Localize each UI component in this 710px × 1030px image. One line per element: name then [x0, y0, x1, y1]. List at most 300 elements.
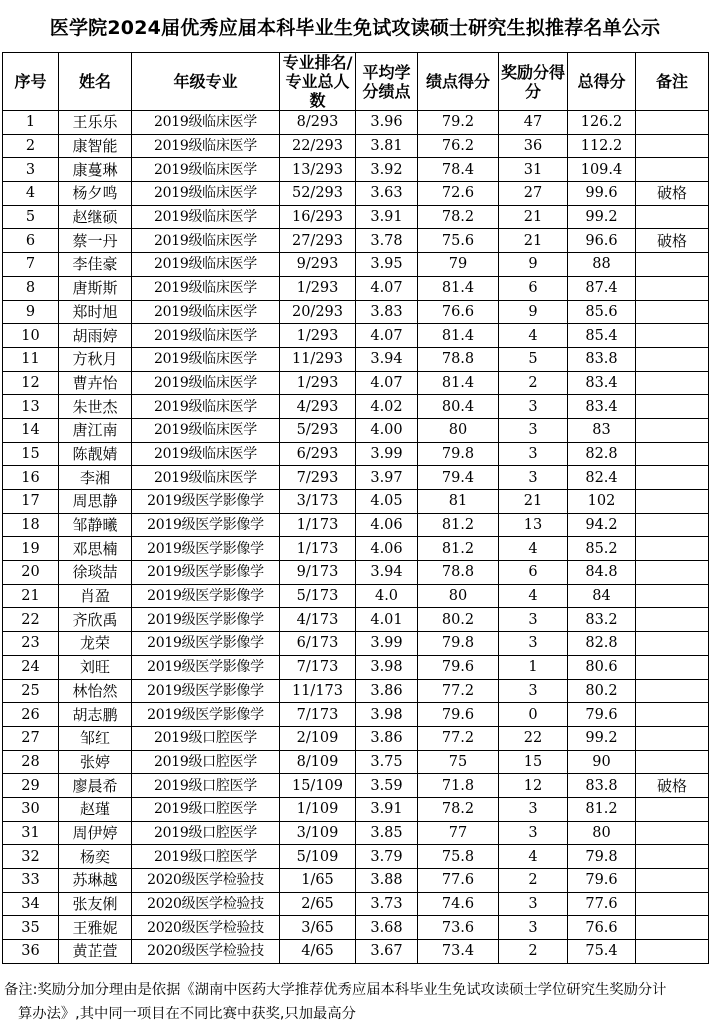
cell-major: 2019级临床医学	[132, 182, 280, 206]
footnote-line-1: 备注:奖励分加分理由是依据《湖南中医药大学推荐优秀应届本科毕业生免试攻读硕士学位研究生奖励分计	[4, 982, 667, 998]
cell-index: 20	[3, 561, 59, 585]
cell-index: 11	[3, 347, 59, 371]
cell-bonus: 13	[499, 513, 568, 537]
cell-gpa: 3.99	[356, 442, 418, 466]
cell-gpa: 3.88	[356, 869, 418, 893]
cell-note	[636, 655, 709, 679]
cell-name: 廖晨希	[59, 774, 132, 798]
cell-note	[636, 679, 709, 703]
cell-note	[636, 845, 709, 869]
cell-rank: 2/65	[280, 892, 356, 916]
cell-note	[636, 490, 709, 514]
col-header-note: 备注	[636, 53, 709, 111]
cell-gpa: 3.91	[356, 797, 418, 821]
cell-total: 99.2	[568, 726, 636, 750]
cell-name: 赵继硕	[59, 205, 132, 229]
cell-index: 12	[3, 371, 59, 395]
cell-gpa-score: 79.8	[418, 632, 499, 656]
cell-total: 99.6	[568, 182, 636, 206]
cell-gpa: 3.98	[356, 655, 418, 679]
table-row	[3, 679, 709, 703]
cell-rank: 15/109	[280, 774, 356, 798]
table-row	[3, 821, 709, 845]
table-row	[3, 395, 709, 419]
table-row	[3, 347, 709, 371]
cell-major: 2019级口腔医学	[132, 726, 280, 750]
cell-gpa-score: 79.6	[418, 655, 499, 679]
table-row	[3, 229, 709, 253]
col-header-major: 年级专业	[132, 53, 280, 111]
cell-index: 16	[3, 466, 59, 490]
cell-bonus: 4	[499, 584, 568, 608]
cell-gpa-score: 80	[418, 418, 499, 442]
table-row	[3, 916, 709, 940]
cell-name: 徐琰喆	[59, 561, 132, 585]
cell-bonus: 4	[499, 324, 568, 348]
cell-major: 2019级临床医学	[132, 134, 280, 158]
candidate-table	[2, 52, 709, 964]
table-row	[3, 300, 709, 324]
cell-gpa-score: 75	[418, 750, 499, 774]
cell-gpa: 3.98	[356, 703, 418, 727]
cell-major: 2019级医学影像学	[132, 608, 280, 632]
cell-major: 2019级临床医学	[132, 466, 280, 490]
cell-rank: 5/293	[280, 418, 356, 442]
cell-index: 31	[3, 821, 59, 845]
cell-bonus: 9	[499, 253, 568, 277]
cell-gpa: 3.99	[356, 632, 418, 656]
cell-name: 周伊婷	[59, 821, 132, 845]
cell-bonus: 3	[499, 916, 568, 940]
table-row	[3, 726, 709, 750]
cell-index: 10	[3, 324, 59, 348]
cell-index: 24	[3, 655, 59, 679]
cell-rank: 1/65	[280, 869, 356, 893]
cell-gpa-score: 78.4	[418, 158, 499, 182]
cell-major: 2019级口腔医学	[132, 821, 280, 845]
col-header-name: 姓名	[59, 53, 132, 111]
cell-note	[636, 253, 709, 277]
cell-total: 85.4	[568, 324, 636, 348]
cell-rank: 5/109	[280, 845, 356, 869]
table-row	[3, 371, 709, 395]
cell-rank: 52/293	[280, 182, 356, 206]
cell-bonus: 31	[499, 158, 568, 182]
cell-index: 3	[3, 158, 59, 182]
cell-rank: 1/173	[280, 537, 356, 561]
cell-name: 王乐乐	[59, 111, 132, 135]
table-row	[3, 869, 709, 893]
cell-gpa-score: 73.4	[418, 940, 499, 964]
cell-total: 99.2	[568, 205, 636, 229]
cell-bonus: 3	[499, 608, 568, 632]
cell-index: 19	[3, 537, 59, 561]
cell-total: 80	[568, 821, 636, 845]
table-row	[3, 442, 709, 466]
cell-rank: 16/293	[280, 205, 356, 229]
cell-gpa-score: 81.4	[418, 324, 499, 348]
table-row	[3, 111, 709, 135]
cell-total: 83.8	[568, 347, 636, 371]
cell-note: 破格	[636, 774, 709, 798]
cell-note	[636, 371, 709, 395]
cell-index: 35	[3, 916, 59, 940]
cell-bonus: 2	[499, 371, 568, 395]
cell-index: 2	[3, 134, 59, 158]
cell-total: 112.2	[568, 134, 636, 158]
cell-gpa: 4.05	[356, 490, 418, 514]
cell-gpa: 3.92	[356, 158, 418, 182]
cell-rank: 2/109	[280, 726, 356, 750]
cell-rank: 1/109	[280, 797, 356, 821]
page-title: 医学院2024届优秀应届本科毕业生免试攻读硕士研究生拟推荐名单公示	[49, 17, 661, 39]
cell-total: 90	[568, 750, 636, 774]
cell-rank: 1/173	[280, 513, 356, 537]
cell-gpa-score: 80	[418, 584, 499, 608]
table-row	[3, 418, 709, 442]
cell-gpa: 3.94	[356, 561, 418, 585]
table-row	[3, 940, 709, 964]
cell-major: 2019级医学影像学	[132, 584, 280, 608]
cell-gpa-score: 77.2	[418, 726, 499, 750]
table-row	[3, 513, 709, 537]
cell-bonus: 36	[499, 134, 568, 158]
cell-gpa: 3.83	[356, 300, 418, 324]
cell-gpa: 3.73	[356, 892, 418, 916]
cell-total: 126.2	[568, 111, 636, 135]
cell-index: 5	[3, 205, 59, 229]
cell-total: 109.4	[568, 158, 636, 182]
cell-note	[636, 347, 709, 371]
cell-gpa: 4.07	[356, 371, 418, 395]
cell-bonus: 21	[499, 490, 568, 514]
cell-major: 2019级临床医学	[132, 253, 280, 277]
cell-major: 2019级医学影像学	[132, 537, 280, 561]
table-row	[3, 774, 709, 798]
col-header-index: 序号	[3, 53, 59, 111]
cell-gpa-score: 80.4	[418, 395, 499, 419]
cell-bonus: 3	[499, 418, 568, 442]
cell-name: 林怡然	[59, 679, 132, 703]
cell-index: 18	[3, 513, 59, 537]
cell-rank: 9/173	[280, 561, 356, 585]
cell-name: 朱世杰	[59, 395, 132, 419]
cell-total: 83.4	[568, 371, 636, 395]
cell-note	[636, 561, 709, 585]
cell-name: 胡志鹏	[59, 703, 132, 727]
cell-gpa-score: 78.2	[418, 205, 499, 229]
cell-name: 邹静曦	[59, 513, 132, 537]
cell-name: 康蔓琳	[59, 158, 132, 182]
cell-total: 84	[568, 584, 636, 608]
cell-major: 2020级医学检验技	[132, 892, 280, 916]
cell-index: 26	[3, 703, 59, 727]
cell-gpa: 4.06	[356, 537, 418, 561]
cell-index: 1	[3, 111, 59, 135]
cell-name: 苏琳越	[59, 869, 132, 893]
cell-name: 康智能	[59, 134, 132, 158]
cell-total: 87.4	[568, 276, 636, 300]
cell-rank: 27/293	[280, 229, 356, 253]
cell-name: 肖盈	[59, 584, 132, 608]
cell-major: 2019级临床医学	[132, 276, 280, 300]
cell-rank: 22/293	[280, 134, 356, 158]
cell-index: 33	[3, 869, 59, 893]
cell-gpa-score: 81	[418, 490, 499, 514]
cell-name: 李湘	[59, 466, 132, 490]
cell-gpa: 4.02	[356, 395, 418, 419]
cell-bonus: 15	[499, 750, 568, 774]
cell-major: 2019级临床医学	[132, 371, 280, 395]
cell-note	[636, 703, 709, 727]
cell-gpa-score: 79	[418, 253, 499, 277]
col-header-gpa-score: 绩点得分	[418, 53, 499, 111]
cell-total: 80.2	[568, 679, 636, 703]
cell-bonus: 21	[499, 229, 568, 253]
cell-rank: 1/293	[280, 324, 356, 348]
cell-name: 邹红	[59, 726, 132, 750]
cell-note	[636, 442, 709, 466]
cell-gpa-score: 81.2	[418, 537, 499, 561]
cell-rank: 20/293	[280, 300, 356, 324]
cell-gpa-score: 79.6	[418, 703, 499, 727]
cell-total: 80.6	[568, 655, 636, 679]
cell-major: 2019级医学影像学	[132, 679, 280, 703]
table-row	[3, 750, 709, 774]
cell-index: 25	[3, 679, 59, 703]
cell-major: 2019级临床医学	[132, 395, 280, 419]
cell-total: 77.6	[568, 892, 636, 916]
cell-name: 曹卉怡	[59, 371, 132, 395]
cell-bonus: 9	[499, 300, 568, 324]
cell-name: 赵瑾	[59, 797, 132, 821]
table-row	[3, 561, 709, 585]
col-header-bonus: 奖励分得分	[499, 53, 568, 111]
cell-index: 22	[3, 608, 59, 632]
cell-major: 2020级医学检验技	[132, 940, 280, 964]
cell-total: 88	[568, 253, 636, 277]
cell-total: 79.8	[568, 845, 636, 869]
cell-note	[636, 821, 709, 845]
cell-total: 84.8	[568, 561, 636, 585]
header-row	[3, 53, 709, 111]
cell-bonus: 4	[499, 537, 568, 561]
table-row	[3, 324, 709, 348]
table-row	[3, 797, 709, 821]
cell-total: 79.6	[568, 869, 636, 893]
cell-gpa: 3.59	[356, 774, 418, 798]
cell-major: 2019级医学影像学	[132, 513, 280, 537]
cell-gpa: 4.07	[356, 324, 418, 348]
cell-major: 2019级临床医学	[132, 158, 280, 182]
cell-name: 唐江南	[59, 418, 132, 442]
cell-rank: 1/293	[280, 371, 356, 395]
cell-total: 102	[568, 490, 636, 514]
table-row	[3, 703, 709, 727]
cell-bonus: 2	[499, 940, 568, 964]
cell-gpa: 3.95	[356, 253, 418, 277]
cell-major: 2019级临床医学	[132, 442, 280, 466]
cell-note	[636, 584, 709, 608]
cell-index: 6	[3, 229, 59, 253]
cell-gpa-score: 77.2	[418, 679, 499, 703]
cell-index: 8	[3, 276, 59, 300]
cell-bonus: 21	[499, 205, 568, 229]
cell-gpa-score: 73.6	[418, 916, 499, 940]
cell-total: 82.8	[568, 632, 636, 656]
cell-note	[636, 750, 709, 774]
cell-name: 周思静	[59, 490, 132, 514]
cell-note: 破格	[636, 182, 709, 206]
cell-name: 陈靓婧	[59, 442, 132, 466]
cell-gpa-score: 75.8	[418, 845, 499, 869]
cell-note	[636, 205, 709, 229]
cell-name: 胡雨婷	[59, 324, 132, 348]
cell-name: 方秋月	[59, 347, 132, 371]
col-header-total: 总得分	[568, 53, 636, 111]
cell-major: 2019级医学影像学	[132, 490, 280, 514]
table-body	[3, 111, 709, 964]
cell-total: 81.2	[568, 797, 636, 821]
cell-major: 2019级临床医学	[132, 111, 280, 135]
cell-major: 2019级临床医学	[132, 324, 280, 348]
cell-gpa: 4.07	[356, 276, 418, 300]
cell-index: 14	[3, 418, 59, 442]
cell-bonus: 3	[499, 442, 568, 466]
cell-gpa: 3.68	[356, 916, 418, 940]
footnote	[4, 978, 704, 1026]
cell-gpa-score: 81.4	[418, 371, 499, 395]
cell-gpa-score: 81.4	[418, 276, 499, 300]
cell-rank: 3/65	[280, 916, 356, 940]
cell-note	[636, 916, 709, 940]
cell-name: 龙荣	[59, 632, 132, 656]
cell-bonus: 3	[499, 395, 568, 419]
cell-gpa-score: 77	[418, 821, 499, 845]
cell-note	[636, 869, 709, 893]
footnote-line-2: 算办法》,其中同一项目在不同比赛中获奖,只加最高分	[18, 1006, 356, 1022]
cell-bonus: 5	[499, 347, 568, 371]
cell-major: 2019级医学影像学	[132, 703, 280, 727]
cell-major: 2019级临床医学	[132, 229, 280, 253]
cell-note	[636, 466, 709, 490]
cell-index: 4	[3, 182, 59, 206]
cell-total: 83.8	[568, 774, 636, 798]
cell-bonus: 0	[499, 703, 568, 727]
cell-gpa-score: 78.8	[418, 561, 499, 585]
cell-rank: 8/293	[280, 111, 356, 135]
cell-index: 30	[3, 797, 59, 821]
cell-gpa-score: 78.8	[418, 347, 499, 371]
cell-index: 27	[3, 726, 59, 750]
table-row	[3, 632, 709, 656]
cell-note	[636, 537, 709, 561]
cell-gpa-score: 78.2	[418, 797, 499, 821]
cell-major: 2019级口腔医学	[132, 774, 280, 798]
cell-major: 2019级口腔医学	[132, 750, 280, 774]
cell-rank: 4/293	[280, 395, 356, 419]
cell-name: 蔡一丹	[59, 229, 132, 253]
cell-rank: 1/293	[280, 276, 356, 300]
cell-rank: 6/173	[280, 632, 356, 656]
table-row	[3, 608, 709, 632]
cell-bonus: 22	[499, 726, 568, 750]
cell-rank: 3/173	[280, 490, 356, 514]
cell-name: 邓思楠	[59, 537, 132, 561]
cell-rank: 11/293	[280, 347, 356, 371]
cell-gpa: 4.0	[356, 584, 418, 608]
cell-name: 张婷	[59, 750, 132, 774]
cell-name: 黄芷萱	[59, 940, 132, 964]
cell-bonus: 3	[499, 679, 568, 703]
cell-total: 85.2	[568, 537, 636, 561]
cell-index: 15	[3, 442, 59, 466]
cell-rank: 3/109	[280, 821, 356, 845]
cell-rank: 5/173	[280, 584, 356, 608]
cell-index: 29	[3, 774, 59, 798]
cell-note	[636, 513, 709, 537]
cell-gpa-score: 77.6	[418, 869, 499, 893]
cell-name: 齐欣禹	[59, 608, 132, 632]
cell-note	[636, 797, 709, 821]
table-row	[3, 158, 709, 182]
cell-rank: 11/173	[280, 679, 356, 703]
cell-gpa-score: 76.6	[418, 300, 499, 324]
cell-gpa-score: 79.2	[418, 111, 499, 135]
cell-major: 2019级医学影像学	[132, 632, 280, 656]
cell-gpa: 3.97	[356, 466, 418, 490]
cell-gpa: 4.06	[356, 513, 418, 537]
cell-rank: 7/173	[280, 655, 356, 679]
cell-bonus: 3	[499, 632, 568, 656]
cell-gpa-score: 81.2	[418, 513, 499, 537]
cell-bonus: 27	[499, 182, 568, 206]
cell-gpa: 3.67	[356, 940, 418, 964]
cell-total: 82.8	[568, 442, 636, 466]
cell-gpa-score: 75.6	[418, 229, 499, 253]
table-row	[3, 134, 709, 158]
cell-note	[636, 276, 709, 300]
table-row	[3, 845, 709, 869]
cell-gpa-score: 74.6	[418, 892, 499, 916]
cell-note	[636, 395, 709, 419]
cell-gpa: 3.78	[356, 229, 418, 253]
col-header-rank: 专业排名/专业总人数	[280, 53, 356, 111]
cell-major: 2019级临床医学	[132, 300, 280, 324]
cell-index: 28	[3, 750, 59, 774]
cell-gpa-score: 76.2	[418, 134, 499, 158]
cell-index: 21	[3, 584, 59, 608]
cell-total: 82.4	[568, 466, 636, 490]
cell-index: 17	[3, 490, 59, 514]
cell-note	[636, 300, 709, 324]
cell-total: 79.6	[568, 703, 636, 727]
cell-gpa: 3.96	[356, 111, 418, 135]
cell-name: 杨奕	[59, 845, 132, 869]
cell-name: 王雅妮	[59, 916, 132, 940]
cell-bonus: 4	[499, 845, 568, 869]
cell-gpa: 3.91	[356, 205, 418, 229]
cell-gpa-score: 71.8	[418, 774, 499, 798]
cell-note	[636, 726, 709, 750]
cell-name: 李佳豪	[59, 253, 132, 277]
cell-gpa: 4.01	[356, 608, 418, 632]
cell-rank: 7/293	[280, 466, 356, 490]
cell-note: 破格	[636, 229, 709, 253]
cell-name: 郑时旭	[59, 300, 132, 324]
cell-index: 34	[3, 892, 59, 916]
cell-name: 唐斯斯	[59, 276, 132, 300]
